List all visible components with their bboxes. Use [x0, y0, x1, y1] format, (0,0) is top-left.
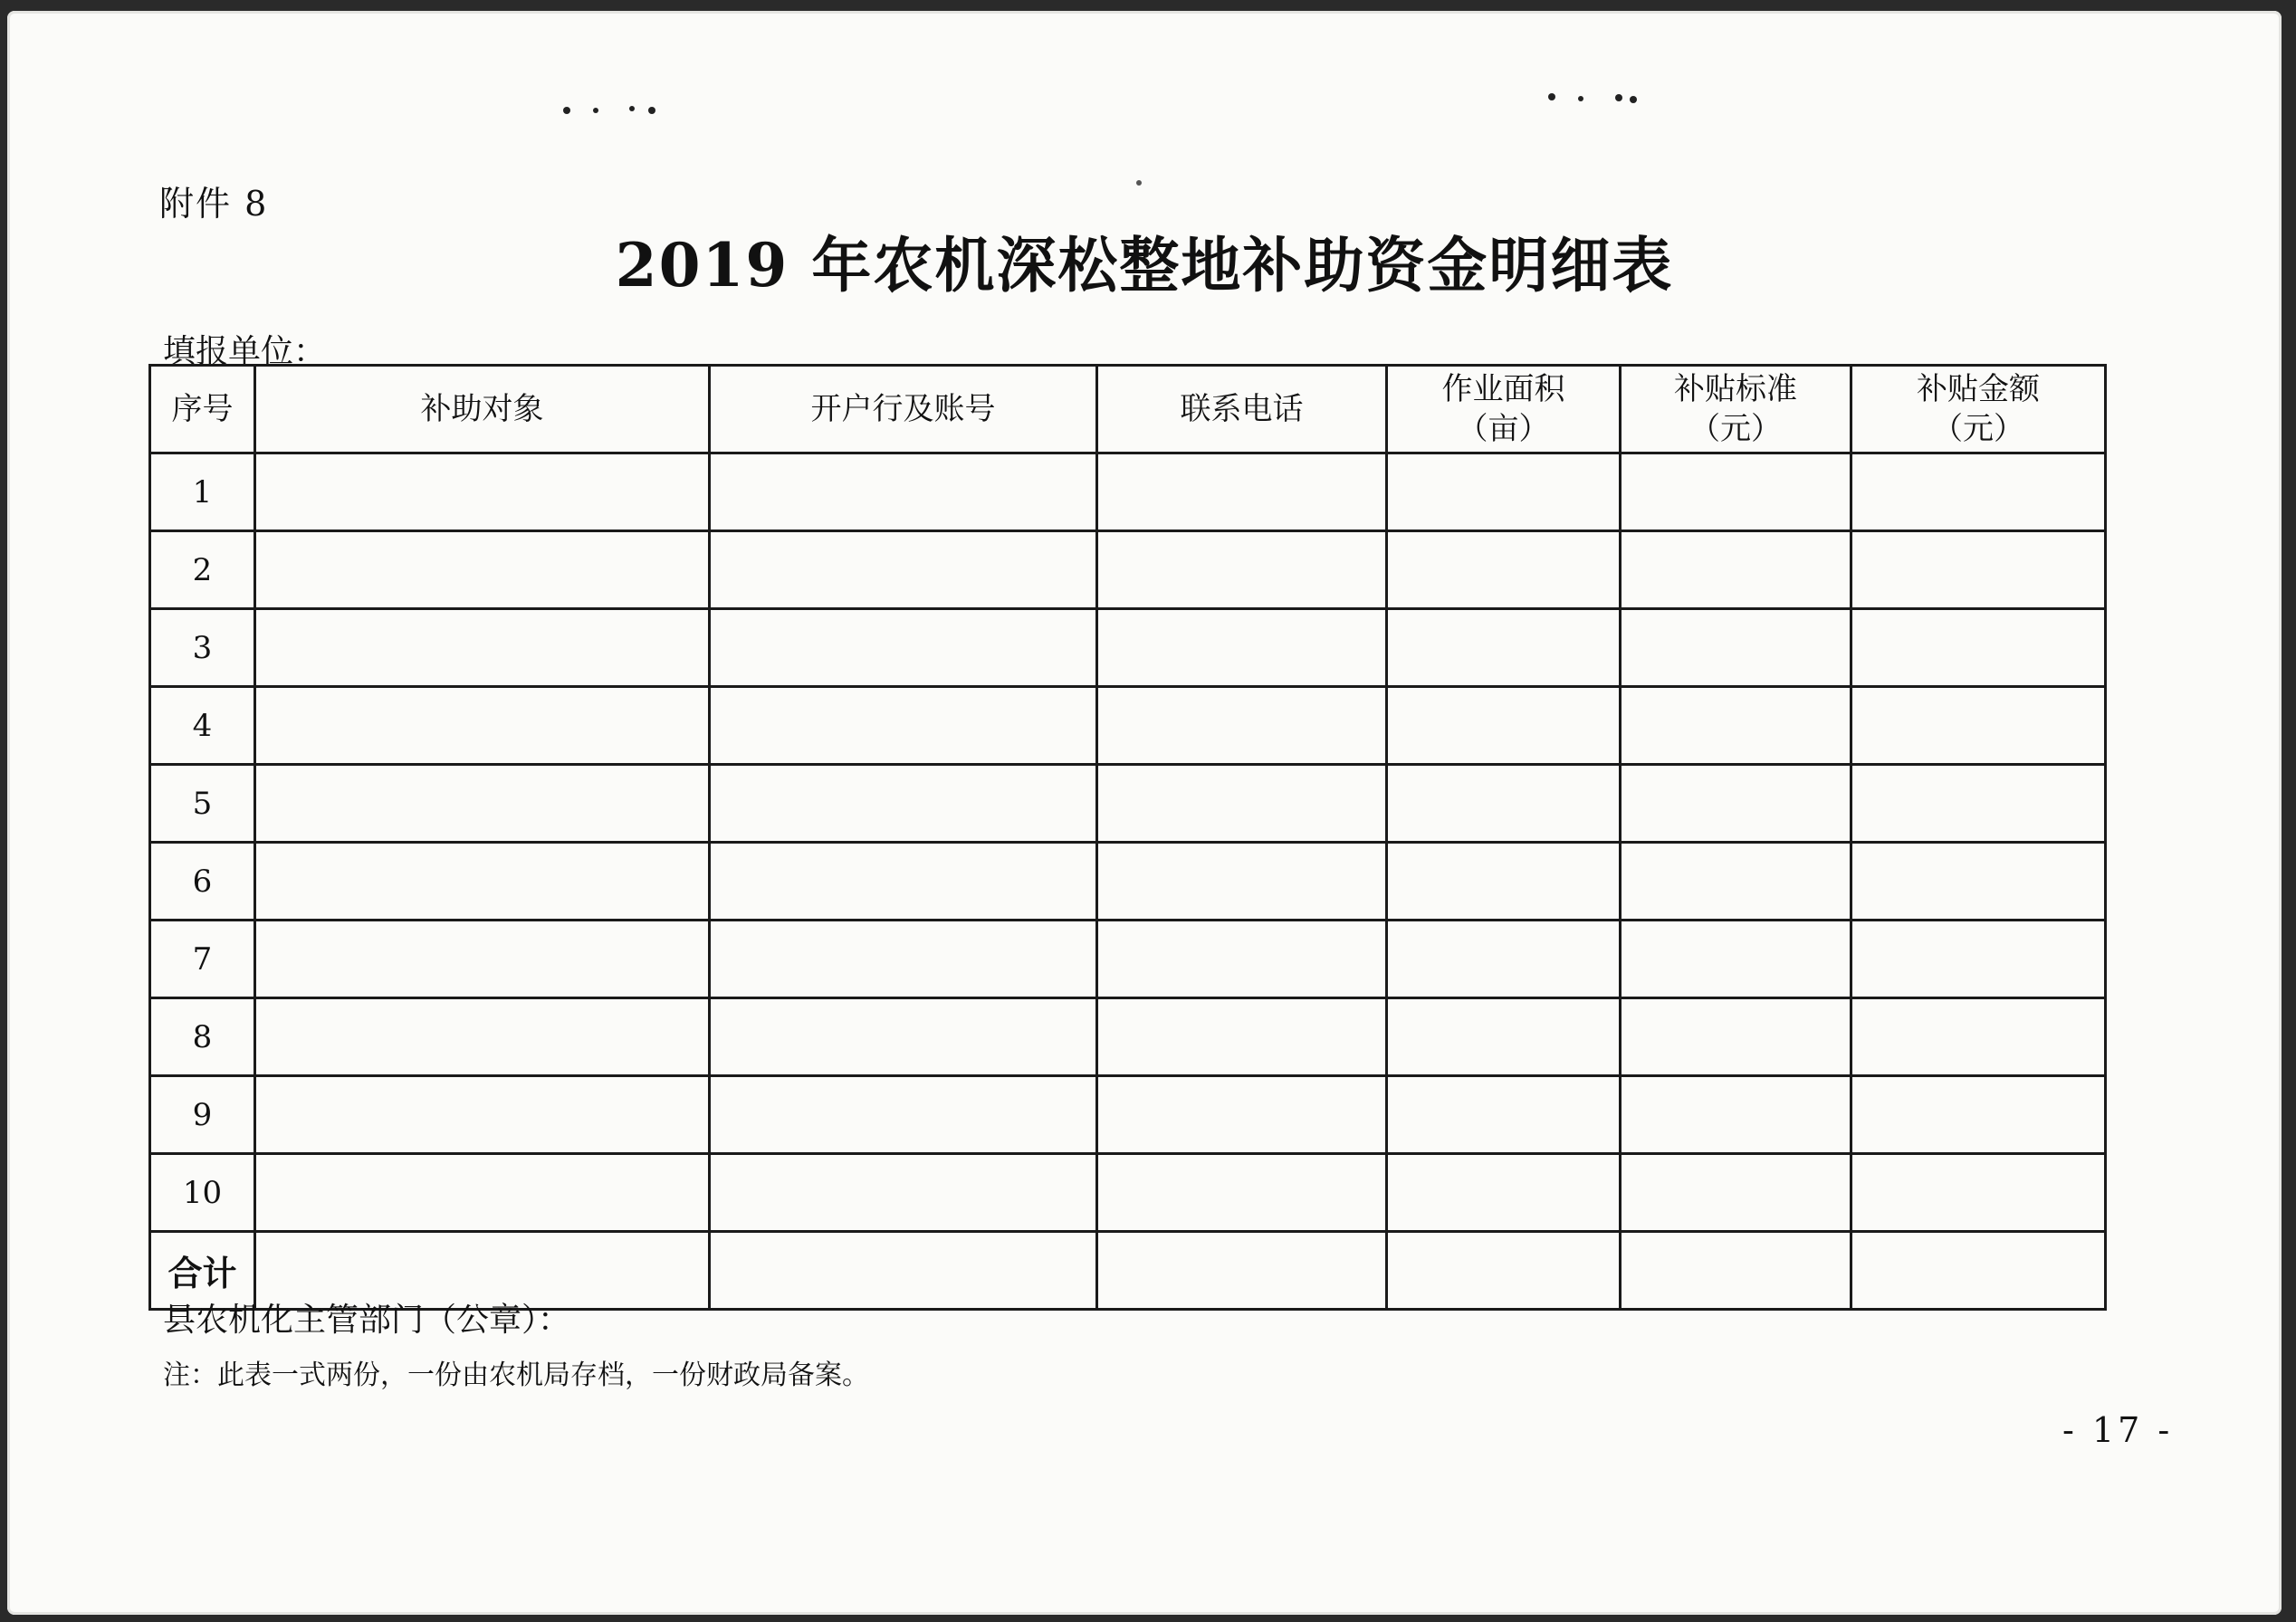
area-cell: [1387, 531, 1621, 609]
row-number: 4: [150, 687, 255, 765]
table-row: [150, 1154, 2106, 1232]
recipient-cell: [255, 687, 710, 765]
header-standard: 补贴标准 （元）: [1621, 366, 1851, 453]
bank-account-cell: [710, 609, 1097, 687]
document-page: [7, 11, 2282, 1615]
area-cell: [1387, 453, 1621, 531]
amount-cell: [1851, 998, 2106, 1076]
row-number: 5: [150, 765, 255, 843]
recipient-cell: [255, 1076, 710, 1154]
bank-account-cell: [710, 921, 1097, 998]
fill-unit-label: 填报单位：: [163, 333, 327, 370]
page-number: - 17 -: [2062, 1410, 2174, 1450]
footnote: 注：此表一式两份，一份由农机局存档，一份财政局备案。: [163, 1360, 869, 1391]
row-number: 3: [150, 609, 255, 687]
table-row: [150, 765, 2106, 843]
phone-cell: [1097, 687, 1387, 765]
table-row: [150, 453, 2106, 531]
bank-account-cell: [710, 453, 1097, 531]
table-row: [150, 843, 2106, 921]
bank-account-cell: [710, 1076, 1097, 1154]
amount-cell: [1851, 921, 2106, 998]
standard-cell: [1621, 609, 1851, 687]
phone-cell: [1097, 609, 1387, 687]
area-cell: [1387, 843, 1621, 921]
header-amount: 补贴金额 （元）: [1851, 366, 2106, 453]
amount-cell: [1851, 765, 2106, 843]
header-area: 作业面积 （亩）: [1387, 366, 1621, 453]
standard-cell: [1621, 687, 1851, 765]
phone-cell: [1097, 531, 1387, 609]
table-row: [150, 609, 2106, 687]
subsidy-detail-table: [148, 364, 2107, 1311]
header-phone: 联系电话: [1097, 366, 1387, 453]
amount-cell: [1851, 1232, 2106, 1310]
bank-account-cell: [710, 1232, 1097, 1310]
document-title: 2019 年农机深松整地补助资金明细表: [615, 230, 1674, 301]
amount-cell: [1851, 1154, 2106, 1232]
phone-cell: [1097, 1154, 1387, 1232]
area-cell: [1387, 765, 1621, 843]
row-number: 7: [150, 921, 255, 998]
standard-cell: [1621, 998, 1851, 1076]
phone-cell: [1097, 765, 1387, 843]
area-cell: [1387, 998, 1621, 1076]
recipient-cell: [255, 1154, 710, 1232]
area-cell: [1387, 1154, 1621, 1232]
amount-cell: [1851, 687, 2106, 765]
area-cell: [1387, 1076, 1621, 1154]
header-serial: 序号: [150, 366, 255, 453]
row-number: 1: [150, 453, 255, 531]
table-row: [150, 687, 2106, 765]
standard-cell: [1621, 921, 1851, 998]
recipient-cell: [255, 998, 710, 1076]
row-number: 2: [150, 531, 255, 609]
header-bank-account: 开户行及账号: [710, 366, 1097, 453]
table-header-row: [150, 366, 2106, 453]
standard-cell: [1621, 1154, 1851, 1232]
phone-cell: [1097, 453, 1387, 531]
attachment-label: 附件 8: [159, 184, 269, 224]
standard-cell: [1621, 843, 1851, 921]
bank-account-cell: [710, 843, 1097, 921]
bank-account-cell: [710, 765, 1097, 843]
total-label: 合计: [150, 1232, 255, 1310]
bank-account-cell: [710, 998, 1097, 1076]
amount-cell: [1851, 531, 2106, 609]
table-row: [150, 921, 2106, 998]
header-recipient: 补助对象: [255, 366, 710, 453]
area-cell: [1387, 921, 1621, 998]
table-row: [150, 531, 2106, 609]
standard-cell: [1621, 1076, 1851, 1154]
amount-cell: [1851, 609, 2106, 687]
area-cell: [1387, 1232, 1621, 1310]
phone-cell: [1097, 998, 1387, 1076]
standard-cell: [1621, 1232, 1851, 1310]
row-number: 6: [150, 843, 255, 921]
row-number: 8: [150, 998, 255, 1076]
recipient-cell: [255, 843, 710, 921]
phone-cell: [1097, 843, 1387, 921]
amount-cell: [1851, 1076, 2106, 1154]
area-cell: [1387, 609, 1621, 687]
standard-cell: [1621, 453, 1851, 531]
phone-cell: [1097, 1076, 1387, 1154]
bank-account-cell: [710, 531, 1097, 609]
seal-label: 县农机化主管部门（公章）：: [163, 1302, 571, 1339]
recipient-cell: [255, 531, 710, 609]
recipient-cell: [255, 921, 710, 998]
area-cell: [1387, 687, 1621, 765]
phone-cell: [1097, 921, 1387, 998]
phone-cell: [1097, 1232, 1387, 1310]
bank-account-cell: [710, 687, 1097, 765]
standard-cell: [1621, 531, 1851, 609]
bank-account-cell: [710, 1154, 1097, 1232]
table-row: [150, 998, 2106, 1076]
recipient-cell: [255, 453, 710, 531]
amount-cell: [1851, 843, 2106, 921]
row-number: 10: [150, 1154, 255, 1232]
standard-cell: [1621, 765, 1851, 843]
recipient-cell: [255, 765, 710, 843]
amount-cell: [1851, 453, 2106, 531]
row-number: 9: [150, 1076, 255, 1154]
table-row: [150, 1076, 2106, 1154]
recipient-cell: [255, 609, 710, 687]
